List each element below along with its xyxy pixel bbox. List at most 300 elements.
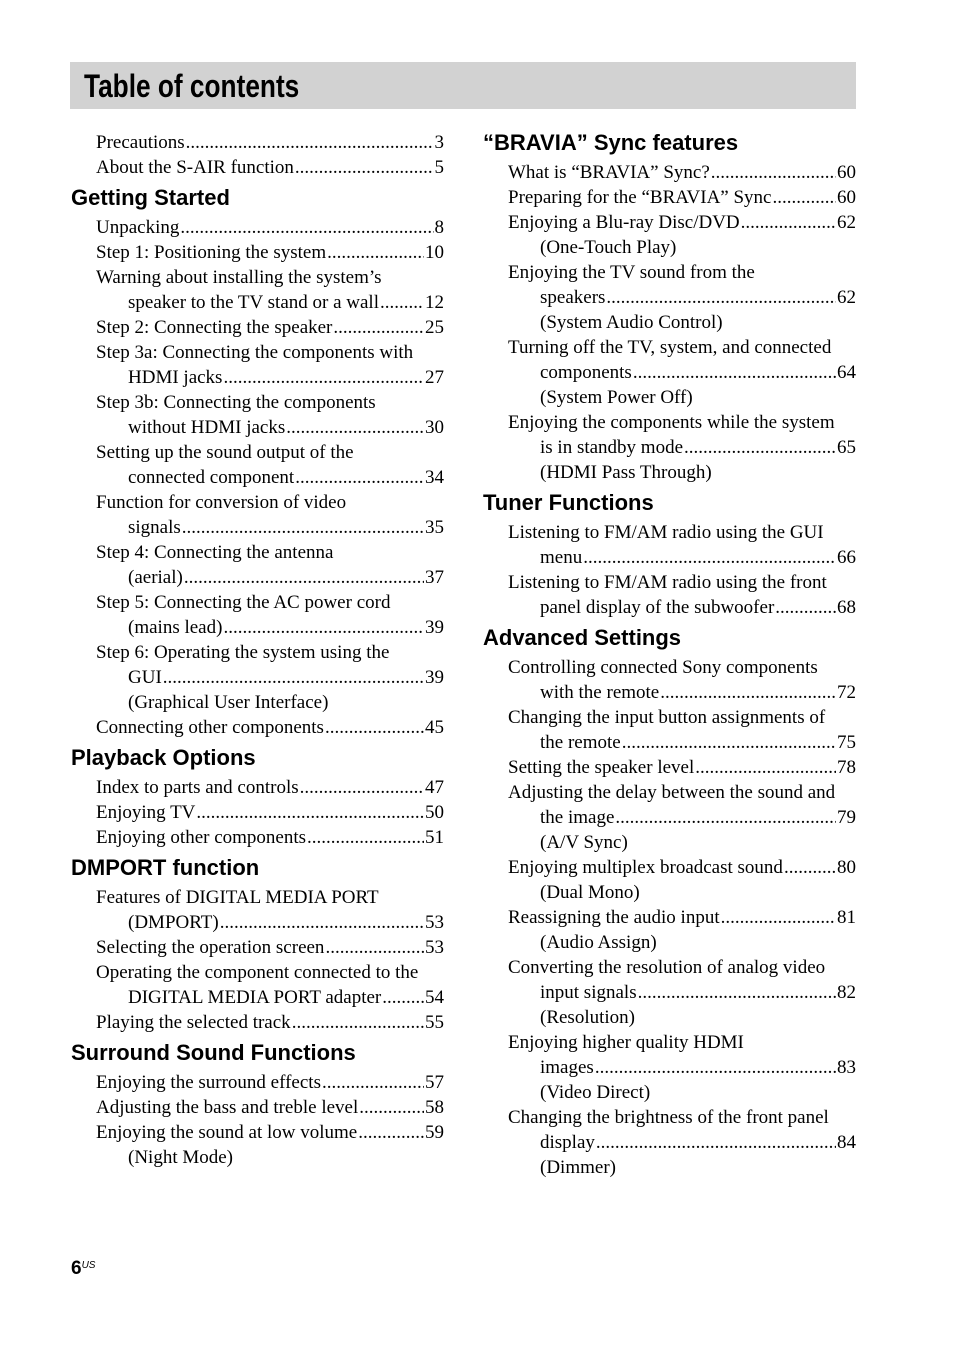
toc-section [71, 1040, 444, 1170]
dot-leader [382, 985, 424, 1010]
section-heading: DMPORT function [71, 855, 260, 880]
dot-leader [741, 210, 836, 235]
toc-entry-title-line [508, 1030, 856, 1055]
toc-entry-text: speaker to the TV stand or a wall [128, 292, 379, 313]
toc-page-number: 65 [837, 437, 856, 458]
toc-page-number: 53 [425, 912, 444, 933]
toc-entry-text: Controlling connected Sony components [508, 657, 818, 678]
toc-entry-title-line [96, 715, 444, 740]
dot-leader [163, 665, 424, 690]
toc-entry-text: Step 5: Connecting the AC power cord [96, 592, 391, 613]
toc-page-number: 51 [425, 827, 444, 848]
dot-leader [307, 825, 424, 850]
dot-leader [286, 415, 424, 440]
dot-leader [684, 435, 836, 460]
section-entries [483, 520, 856, 620]
toc-entry-title-line [96, 1010, 444, 1035]
toc-entry-title-line [96, 590, 444, 615]
toc-entry-continuation-line [508, 980, 856, 1005]
toc-entry-text: menu [540, 547, 583, 568]
toc-entry-text: Adjusting the delay between the sound and [508, 782, 836, 803]
dot-leader [583, 545, 836, 570]
toc-entry-title-line [96, 885, 444, 910]
toc-entry-text: Enjoying a Blu-ray Disc/DVD [508, 212, 740, 233]
toc-entry-text: (DMPORT) [128, 912, 219, 933]
toc-entry-note [96, 1145, 444, 1170]
toc-entry[interactable] [483, 185, 856, 210]
toc-entry[interactable] [483, 655, 856, 705]
dot-leader [196, 800, 424, 825]
toc-page-number: 79 [837, 807, 856, 828]
toc-entry-text: Reassigning the audio input [508, 907, 720, 928]
toc-entry-title-line [508, 260, 856, 285]
toc-entry-note-text: (One-Touch Play) [540, 237, 677, 258]
toc-entry[interactable] [71, 315, 444, 340]
dot-leader [220, 910, 424, 935]
toc-entry[interactable] [71, 340, 444, 390]
dot-leader [380, 290, 424, 315]
dot-leader [325, 935, 424, 960]
toc-page-number: 57 [425, 1072, 444, 1093]
toc-entry-note [508, 460, 856, 485]
toc-entry-note-text: (Dimmer) [540, 1157, 616, 1178]
toc-page-number: 83 [837, 1057, 856, 1078]
toc-page-number: 50 [425, 802, 444, 823]
section-entries [71, 215, 444, 740]
toc-entry-title-line [508, 780, 856, 805]
toc-entry-note [508, 1005, 856, 1030]
section-entries [71, 1070, 444, 1170]
toc-entry[interactable] [71, 715, 444, 740]
toc-entry-continuation-line [508, 1055, 856, 1080]
toc-entry-continuation-line [508, 435, 856, 460]
toc-entry-text: connected component [128, 467, 295, 488]
toc-entry[interactable] [483, 160, 856, 185]
toc-entry-text: Warning about installing the system’s [96, 267, 382, 288]
toc-entry[interactable] [483, 755, 856, 780]
toc-entry[interactable] [483, 335, 856, 410]
right-column [483, 128, 856, 1180]
toc-page-number: 12 [425, 292, 444, 313]
toc-page-number: 5 [434, 157, 444, 178]
toc-entry-continuation-line [96, 665, 444, 690]
toc-entry-continuation-line [508, 545, 856, 570]
toc-entry-note [508, 880, 856, 905]
toc-entry-title-line [96, 155, 444, 180]
toc-entry[interactable] [483, 1105, 856, 1180]
toc-entry-text: display [540, 1132, 595, 1153]
toc-entry[interactable] [71, 155, 444, 180]
toc-entry-text: Enjoying the surround effects [96, 1072, 321, 1093]
toc-entry-text: Changing the brightness of the front panel [508, 1107, 829, 1128]
toc-entry[interactable] [71, 775, 444, 800]
toc-entry-title-line [96, 490, 444, 515]
toc-page-number: 82 [837, 982, 856, 1003]
toc-entry[interactable] [483, 955, 856, 1030]
toc-entry[interactable] [71, 800, 444, 825]
toc-entry-text: Enjoying multiplex broadcast sound [508, 857, 783, 878]
dot-leader [358, 1120, 424, 1145]
toc-entry-title-line [508, 210, 856, 235]
toc-page-number: 37 [425, 567, 444, 588]
dot-leader [300, 775, 424, 800]
toc-entry[interactable] [71, 130, 444, 155]
toc-entry-title-line [96, 315, 444, 340]
dot-leader [615, 805, 836, 830]
toc-entry-continuation-line [508, 1130, 856, 1155]
toc-entry-text: (mains lead) [128, 617, 223, 638]
toc-entry-text: GUI [128, 667, 162, 688]
toc-entry-continuation-line [96, 910, 444, 935]
toc-entry-text: Function for conversion of video [96, 492, 347, 513]
page-title: Table of contents [84, 68, 300, 104]
toc-entry-continuation-line [96, 515, 444, 540]
dot-leader [184, 565, 424, 590]
toc-entry-text: components [540, 362, 632, 383]
toc-page-number: 27 [425, 367, 444, 388]
toc-entry-text: Step 1: Positioning the system [96, 242, 327, 263]
toc-page-number: 54 [425, 987, 444, 1008]
toc-entry-title-line [508, 335, 856, 360]
toc-entry-text: Adjusting the bass and treble level [96, 1097, 359, 1118]
dot-leader [186, 130, 434, 155]
toc-entry[interactable] [71, 240, 444, 265]
dot-leader [775, 595, 836, 620]
dot-leader [595, 1055, 836, 1080]
toc-entry-note-text: (Dual Mono) [540, 882, 640, 903]
toc-entry-note-text: (Resolution) [540, 1007, 635, 1028]
toc-entry-title-line [508, 1105, 856, 1130]
toc-entry-continuation-line [508, 805, 856, 830]
toc-page-number: 25 [425, 317, 444, 338]
toc-entry-title-line [508, 655, 856, 680]
toc-entry-text: Step 3a: Connecting the components with [96, 342, 414, 363]
dot-leader [622, 730, 836, 755]
section-heading: “BRAVIA” Sync features [483, 130, 739, 155]
region-code: US [81, 1260, 96, 1271]
toc-entry-text: signals [128, 517, 181, 538]
toc-entry-text: speakers [540, 287, 606, 308]
toc-page-number: 66 [837, 547, 856, 568]
toc-entry-continuation-line [96, 565, 444, 590]
dot-leader [180, 215, 433, 240]
toc-entry[interactable] [71, 1120, 444, 1170]
dot-leader [182, 515, 424, 540]
toc-entry[interactable] [71, 825, 444, 850]
toc-entry[interactable] [71, 1010, 444, 1035]
toc-entry-title-line [96, 1120, 444, 1145]
toc-section [71, 185, 444, 740]
toc-entry-text: HDMI jacks [128, 367, 223, 388]
toc-entry-text: without HDMI jacks [128, 417, 286, 438]
dot-leader [359, 1095, 424, 1120]
toc-entry-text: About the S-AIR function [96, 157, 294, 178]
toc-entry-text: DIGITAL MEDIA PORT adapter [128, 987, 382, 1008]
toc-page-number: 34 [425, 467, 444, 488]
toc-entry-note [508, 1080, 856, 1105]
toc-entry-continuation-line [96, 985, 444, 1010]
page-number-value: 6 [71, 1258, 82, 1279]
dot-leader [223, 365, 424, 390]
intro-entries [71, 130, 444, 180]
toc-entry-text: Preparing for the “BRAVIA” Sync [508, 187, 772, 208]
toc-entry-note [508, 235, 856, 260]
toc-page-number: 62 [837, 287, 856, 308]
toc-entry-text: Enjoying the TV sound from the [508, 262, 755, 283]
toc-page-number: 80 [837, 857, 856, 878]
toc-entry-title-line [96, 775, 444, 800]
toc-entry-title-line [508, 705, 856, 730]
toc-entry-text: is in standby mode [540, 437, 684, 458]
dot-leader [606, 285, 836, 310]
toc-page-number: 39 [425, 667, 444, 688]
toc-page-number: 58 [425, 1097, 444, 1118]
toc-entry-title-line [96, 340, 444, 365]
toc-entry-title-line [96, 1070, 444, 1095]
toc-entry-text: panel display of the subwoofer [540, 597, 775, 618]
toc-entry-continuation-line [508, 595, 856, 620]
toc-entry[interactable] [483, 410, 856, 485]
toc-entry-continuation-line [508, 680, 856, 705]
toc-entry-text: Changing the input button assignments of [508, 707, 826, 728]
toc-entry-note [508, 930, 856, 955]
section-entries [483, 655, 856, 1180]
dot-leader [711, 160, 836, 185]
toc-section [71, 745, 444, 850]
toc-page-number: 78 [837, 757, 856, 778]
toc-entry-text: Precautions [96, 132, 185, 153]
toc-entry-text: Operating the component connected to the [96, 962, 419, 983]
toc-entry[interactable] [71, 265, 444, 315]
toc-entry-note [508, 310, 856, 335]
toc-entry-title-line [96, 935, 444, 960]
toc-entry-text: Selecting the operation screen [96, 937, 325, 958]
toc-page-number: 75 [837, 732, 856, 753]
toc-page-number: 30 [425, 417, 444, 438]
dot-leader [295, 465, 424, 490]
toc-entry-text: Turning off the TV, system, and connected [508, 337, 832, 358]
dot-leader [633, 360, 836, 385]
toc-entry-text: the remote [540, 732, 621, 753]
toc-entry[interactable] [71, 935, 444, 960]
toc-entry-text: Unpacking [96, 217, 180, 238]
toc-page-number: 64 [837, 362, 856, 383]
dot-leader [325, 715, 424, 740]
toc-page-number: 8 [434, 217, 444, 238]
toc-entry-text: Enjoying the components while the system [508, 412, 835, 433]
toc-entry-text: Connecting other components [96, 717, 324, 738]
toc-entry[interactable] [71, 440, 444, 490]
toc-page-number: 39 [425, 617, 444, 638]
section-entries [71, 775, 444, 850]
toc-page-number: 72 [837, 682, 856, 703]
section-heading: Advanced Settings [483, 625, 682, 650]
toc-entry-text: Enjoying other components [96, 827, 307, 848]
toc-entry-continuation-line [96, 615, 444, 640]
toc-entry[interactable] [71, 960, 444, 1010]
toc-entry[interactable] [483, 570, 856, 620]
toc-entry-title-line [96, 240, 444, 265]
toc-page-number: 3 [434, 132, 444, 153]
toc-entry[interactable] [483, 520, 856, 570]
toc-entry-text: What is “BRAVIA” Sync? [508, 162, 710, 183]
toc-entry-title-line [508, 755, 856, 780]
toc-page-number: 10 [425, 242, 444, 263]
toc-entry-text: Listening to FM/AM radio using the front [508, 572, 827, 593]
toc-entry-text: with the remote [540, 682, 660, 703]
toc-entry-title-line [96, 640, 444, 665]
toc-entry[interactable] [483, 855, 856, 905]
toc-section [71, 855, 444, 1035]
toc-entry-title-line [96, 540, 444, 565]
toc-entry[interactable] [483, 905, 856, 955]
toc-entry-text: Converting the resolution of analog video [508, 957, 826, 978]
toc-entry-title-line [508, 905, 856, 930]
toc-entry-text: input signals [540, 982, 637, 1003]
toc-entry-text: Step 6: Operating the system using the [96, 642, 390, 663]
toc-entry-continuation-line [96, 290, 444, 315]
toc-entry-continuation-line [96, 365, 444, 390]
toc-entry[interactable] [71, 215, 444, 240]
toc-entry-title-line [508, 855, 856, 880]
toc-page-number: 60 [837, 187, 856, 208]
dot-leader [773, 185, 837, 210]
toc-page-number: 35 [425, 517, 444, 538]
toc-entry-text: Enjoying higher quality HDMI [508, 1032, 744, 1053]
toc-entry-text: Listening to FM/AM radio using the GUI [508, 522, 824, 543]
toc-entry-note-text: (Video Direct) [540, 1082, 651, 1103]
toc-page-number: 84 [837, 1132, 856, 1153]
toc-entry-note-text: (Night Mode) [128, 1147, 234, 1168]
toc-entry-note [508, 385, 856, 410]
toc-entry[interactable] [483, 210, 856, 260]
toc-page-number: 68 [837, 597, 856, 618]
toc-page-number: 60 [837, 162, 856, 183]
dot-leader [660, 680, 836, 705]
toc-entry-title-line [96, 130, 444, 155]
toc-entry[interactable] [71, 590, 444, 640]
toc-entry-title-line [508, 410, 856, 435]
toc-entry-text: Features of DIGITAL MEDIA PORT [96, 887, 379, 908]
toc-entry-text: the image [540, 807, 615, 828]
toc-entry-note-text: (Audio Assign) [540, 932, 657, 953]
toc-page-number: 55 [425, 1012, 444, 1033]
toc-entry-title-line [508, 185, 856, 210]
dot-leader [295, 155, 434, 180]
dot-leader [721, 905, 836, 930]
toc-entry[interactable] [71, 490, 444, 540]
toc-entry-note-text: (A/V Sync) [540, 832, 628, 853]
toc-entry[interactable] [71, 640, 444, 715]
toc-entry-title-line [508, 955, 856, 980]
toc-entry-text: Playing the selected track [96, 1012, 291, 1033]
toc-entry-continuation-line [508, 360, 856, 385]
toc-entry-note [508, 1155, 856, 1180]
title-bar [70, 62, 856, 109]
dot-leader [223, 615, 424, 640]
toc-entry-note-text: (HDMI Pass Through) [540, 462, 712, 483]
toc-page-number: 45 [425, 717, 444, 738]
toc-entry-text: Setting up the sound output of the [96, 442, 354, 463]
toc-entry-title-line [508, 570, 856, 595]
toc-entry[interactable] [71, 1070, 444, 1095]
left-column [71, 128, 444, 1170]
dot-leader [322, 1070, 424, 1095]
toc-entry[interactable] [71, 885, 444, 935]
dot-leader [784, 855, 836, 880]
toc-entry-note [508, 830, 856, 855]
toc-section [483, 625, 856, 1180]
toc-entry-title-line [96, 390, 444, 415]
dot-leader [327, 240, 424, 265]
toc-page-number: 59 [425, 1122, 444, 1143]
toc-entry-continuation-line [508, 730, 856, 755]
section-heading: Playback Options [71, 745, 256, 770]
toc-entry-continuation-line [96, 415, 444, 440]
toc-entry-text: Index to parts and controls [96, 777, 299, 798]
toc-page-number: 47 [425, 777, 444, 798]
toc-entry-title-line [96, 800, 444, 825]
section-entries [71, 885, 444, 1035]
toc-entry[interactable] [483, 260, 856, 335]
section-entries [483, 160, 856, 485]
dot-leader [333, 315, 424, 340]
toc-entry[interactable] [483, 780, 856, 855]
page-number [71, 1258, 95, 1280]
toc-section [483, 490, 856, 620]
toc-entry-title-line [96, 1095, 444, 1120]
toc-page-number: 81 [837, 907, 856, 928]
toc-entry-note-text: (Graphical User Interface) [128, 692, 329, 713]
toc-entry[interactable] [71, 1095, 444, 1120]
dot-leader [596, 1130, 836, 1155]
toc-entry-title-line [508, 520, 856, 545]
toc-entry[interactable] [71, 540, 444, 590]
toc-entry-text: Enjoying the sound at low volume [96, 1122, 358, 1143]
toc-entry-continuation-line [96, 465, 444, 490]
toc-entry[interactable] [71, 390, 444, 440]
toc-entry-text: Step 4: Connecting the antenna [96, 542, 334, 563]
toc-entry-note-text: (System Audio Control) [540, 312, 723, 333]
toc-entry-title-line [508, 160, 856, 185]
toc-entry-text: Enjoying TV [96, 802, 196, 823]
toc-entry-text: Setting the speaker level [508, 757, 695, 778]
section-heading: Getting Started [71, 185, 230, 210]
dot-leader [638, 980, 836, 1005]
toc-entry-title-line [96, 265, 444, 290]
toc-entry-continuation-line [508, 285, 856, 310]
dot-leader [292, 1010, 424, 1035]
section-heading: Surround Sound Functions [71, 1040, 356, 1065]
toc-page-number: 62 [837, 212, 856, 233]
dot-leader [695, 755, 836, 780]
toc-entry-text: (aerial) [128, 567, 183, 588]
toc-entry-text: images [540, 1057, 594, 1078]
section-heading: Tuner Functions [483, 490, 654, 515]
toc-entry-title-line [96, 825, 444, 850]
toc-entry-title-line [96, 960, 444, 985]
toc-entry[interactable] [483, 705, 856, 755]
toc-page-number: 53 [425, 937, 444, 958]
toc-entry-title-line [96, 215, 444, 240]
toc-entry[interactable] [483, 1030, 856, 1105]
toc-entry-text: Step 3b: Connecting the components [96, 392, 376, 413]
toc-entry-note-text: (System Power Off) [540, 387, 693, 408]
toc-section [483, 130, 856, 485]
toc-entry-note [96, 690, 444, 715]
toc-entry-text: Step 2: Connecting the speaker [96, 317, 333, 338]
toc-entry-title-line [96, 440, 444, 465]
